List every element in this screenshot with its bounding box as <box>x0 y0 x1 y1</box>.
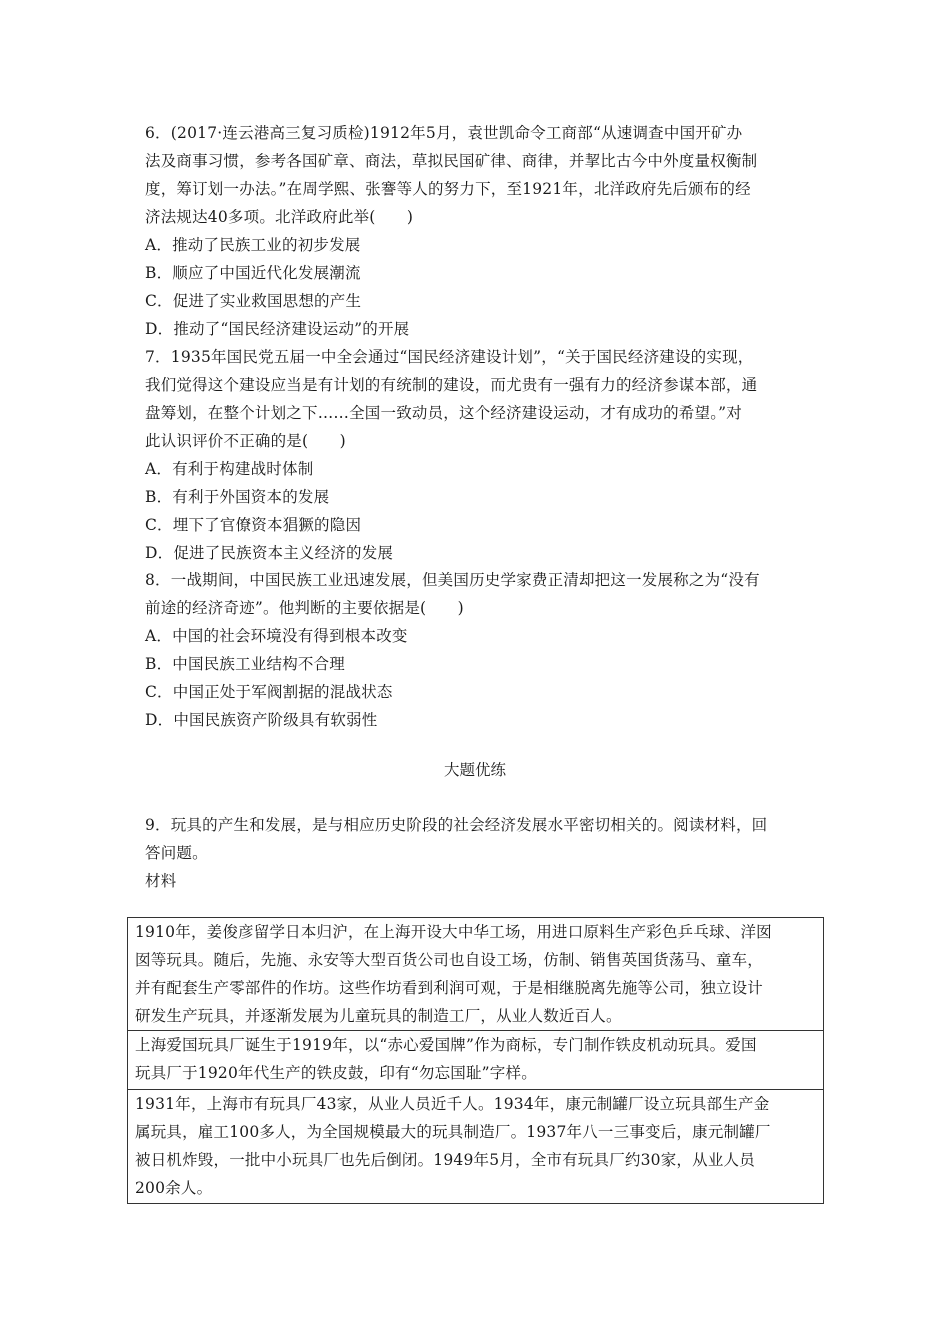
question-8-option-a: A．中国的社会环境没有得到根本改变 <box>145 627 408 645</box>
question-8-option-b: B．中国民族工业结构不合理 <box>145 655 345 673</box>
question-7-stem-line: 我们觉得这个建设应当是有计划的有统制的建设，而尤贵有一强有力的经济参谋本部，通 <box>145 376 758 394</box>
material-row-line: 1931年，上海市有玩具厂43家，从业人员近千人。1934年，康元制罐厂设立玩具部生产金 <box>135 1095 770 1113</box>
question-7-stem-line: 7．1935年国民党五届一中全会通过“国民经济建设计划”，“关于国民经济建设的实现， <box>145 348 754 366</box>
material-row-line: 上海爱国玩具厂诞生于1919年，以“赤心爱国牌”作为商标，专门制作铁皮机动玩具。爱国 <box>135 1036 757 1054</box>
material-row-line: 并有配套生产零部件的作坊。这些作坊看到利润可观，于是相继脱离先施等公司，独立设计 <box>135 979 764 997</box>
question-6-option-c: C．促进了实业救国思想的产生 <box>145 292 362 310</box>
material-row-line: 200余人。 <box>135 1179 213 1197</box>
material-row-1 <box>128 918 823 1031</box>
question-8-option-c: C．中国正处于军阀割据的混战状态 <box>145 683 393 701</box>
question-8-option-d: D．中国民族资产阶级具有软弱性 <box>145 711 378 729</box>
question-7-stem-line: 此认识评价不正确的是( ) <box>145 432 346 450</box>
question-6-stem-line: 度，筹订划一办法。”在周学熙、张謇等人的努力下，至1921年，北洋政府先后颁布的经 <box>145 180 751 198</box>
material-row-line: 玩具厂于1920年代生产的铁皮鼓，印有“勿忘国耻”字样。 <box>135 1064 537 1082</box>
question-6-stem-line: 6．(2017·连云港高三复习质检)1912年5月，袁世凯命令工商部“从速调查中国开矿办 <box>145 124 743 142</box>
question-6-stem-line: 济法规达40多项。北洋政府此举( ) <box>145 208 414 226</box>
material-label: 材料 <box>145 872 177 890</box>
material-row-2 <box>128 1031 823 1090</box>
material-table <box>127 917 824 1204</box>
question-6-option-b: B．顺应了中国近代化发展潮流 <box>145 264 361 282</box>
question-7-stem-line: 盘筹划，在整个计划之下……全国一致动员，这个经济建设运动，才有成功的希望。”对 <box>145 404 742 422</box>
question-8-stem-line: 前途的经济奇迹”。他判断的主要依据是( ) <box>145 599 464 617</box>
question-8-stem-line: 8．一战期间，中国民族工业迅速发展，但美国历史学家费正清却把这一发展称之为“没有 <box>145 571 760 589</box>
material-row-line: 1910年，姜俊彦留学日本归沪，在上海开设大中华工场，用进口原料生产彩色乒乓球、洋囡 <box>135 923 772 941</box>
material-row-line: 研发生产玩具，并逐渐发展为儿童玩具的制造工厂，从业人数近百人。 <box>135 1007 622 1025</box>
material-row-line: 被日机炸毁，一批中小玩具厂也先后倒闭。1949年5月，全市有玩具厂约30家，从业人员 <box>135 1151 755 1169</box>
question-7-option-b: B．有利于外国资本的发展 <box>145 488 330 506</box>
question-7-option-c: C．埋下了官僚资本猖獗的隐因 <box>145 516 362 534</box>
section-title: 大题优练 <box>443 761 506 779</box>
question-9-stem-line: 答问题。 <box>145 844 208 862</box>
material-row-line: 囡等玩具。随后，先施、永安等大型百货公司也自设工场，仿制、销售英国货荡马、童车， <box>135 951 764 969</box>
question-7-option-d: D．促进了民族资本主义经济的发展 <box>145 544 394 562</box>
material-row-3 <box>128 1090 823 1203</box>
question-6-option-d: D．推动了“国民经济建设运动”的开展 <box>145 320 410 338</box>
material-row-line: 属玩具，雇工100多人，为全国规模最大的玩具制造厂。1937年八一三事变后，康元制罐厂 <box>135 1123 771 1141</box>
question-6-stem-line: 法及商事习惯，参考各国矿章、商法，草拟民国矿律、商律，并挈比古今中外度量权衡制 <box>145 152 758 170</box>
question-9-stem-line: 9．玩具的产生和发展，是与相应历史阶段的社会经济发展水平密切相关的。阅读材料，回 <box>145 816 768 834</box>
question-6-option-a: A．推动了民族工业的初步发展 <box>145 236 361 254</box>
question-7-option-a: A．有利于构建战时体制 <box>145 460 314 478</box>
